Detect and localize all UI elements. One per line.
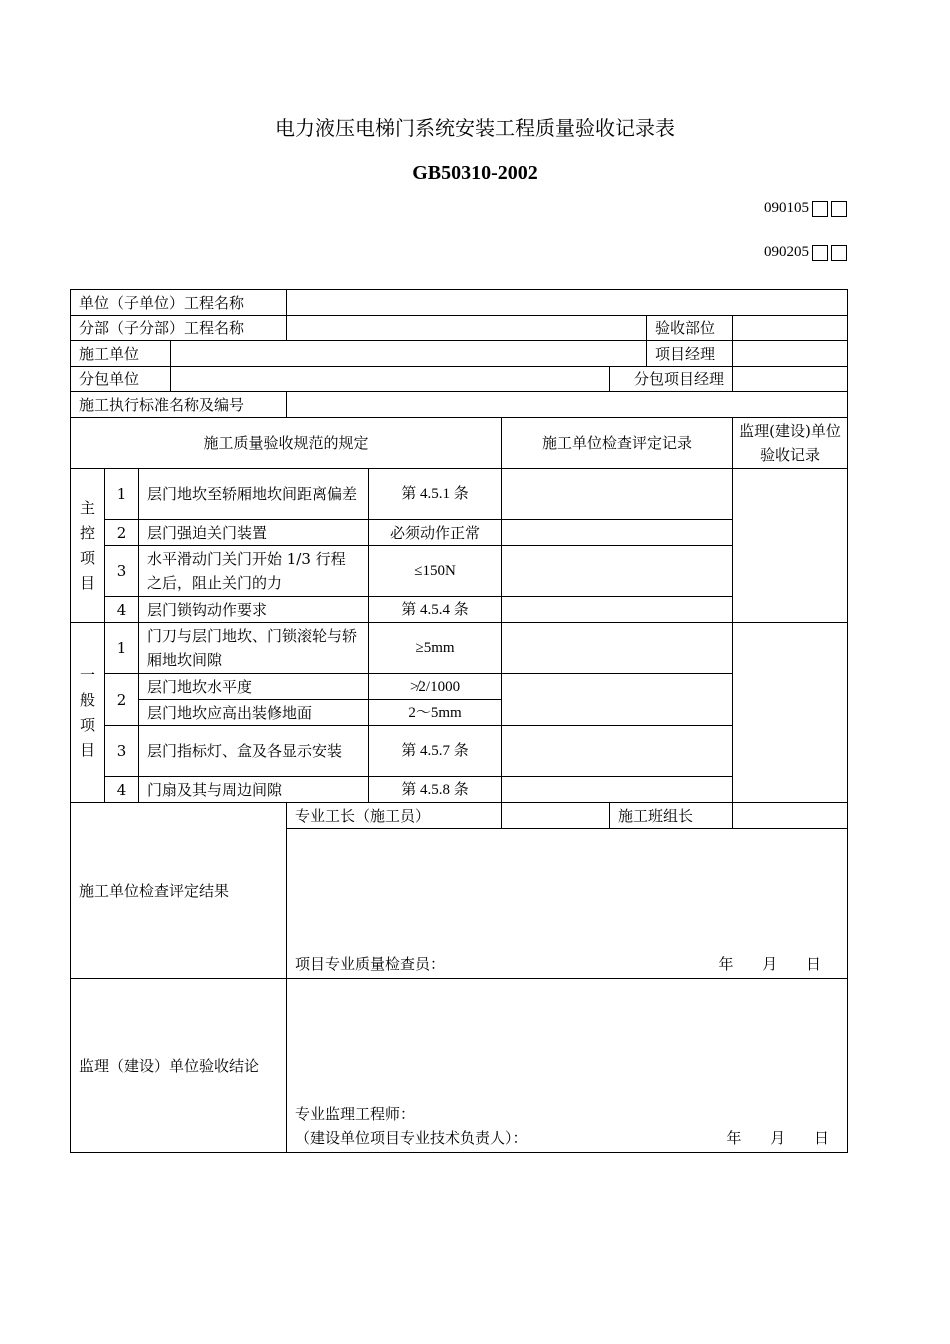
code-box[interactable] (812, 245, 828, 261)
label-engineer: 专业监理工程师： (295, 1105, 416, 1123)
general-item-row (71, 777, 848, 803)
label-team-leader: 施工班组长 (610, 803, 733, 829)
row-column-headers (71, 418, 848, 469)
item-record[interactable] (502, 726, 733, 777)
field-foreman[interactable] (502, 803, 610, 829)
result-header-row (71, 803, 848, 829)
main-supervision-record[interactable] (733, 469, 848, 623)
item-desc: 门扇及其与周边间隙 (139, 777, 369, 803)
acceptance-form-table (70, 289, 848, 1153)
item-record[interactable] (502, 469, 733, 520)
main-item-row (71, 546, 848, 597)
item-record[interactable] (502, 597, 733, 623)
item-no: 2 (105, 674, 139, 726)
item-spec: 第 4.5.4 条 (369, 597, 502, 623)
main-group-label (71, 469, 105, 623)
conclusion-month: 月 (770, 1129, 786, 1147)
item-desc: 层门地坎应高出装修地面 (139, 700, 369, 726)
item-desc: 层门地坎水平度 (139, 674, 369, 700)
item-spec: 第 4.5.1 条 (369, 469, 502, 520)
row-construction-unit (71, 341, 848, 367)
main-group-label-text: 主控项目 (79, 498, 95, 592)
item-spec: 必须动作正常 (369, 520, 502, 546)
general-group-label-text: 一般项目 (79, 665, 95, 759)
general-item-row (71, 726, 848, 777)
code-box[interactable] (831, 201, 847, 217)
form-code-2 (764, 244, 847, 261)
header-supervision: 监理(建设)单位验收记录 (733, 418, 848, 469)
row-unit-project (71, 290, 848, 316)
label-unit-project: 单位（子单位）工程名称 (71, 290, 287, 316)
label-subcontract-unit: 分包单位 (71, 367, 171, 392)
label-project-manager: 项目经理 (647, 341, 733, 367)
label-inspector: 项目专业质量检查员： (295, 955, 446, 973)
main-item-row (71, 469, 848, 520)
item-record[interactable] (502, 777, 733, 803)
row-subcontract-unit (71, 367, 848, 392)
item-spec: ≯2/1000 (369, 674, 502, 700)
label-foreman: 专业工长（施工员） (287, 803, 502, 829)
field-construction-unit[interactable] (171, 341, 647, 367)
form-code-2-text: 090205 (764, 244, 809, 260)
conclusion-row (71, 979, 848, 1153)
item-spec: ≥5mm (369, 623, 502, 674)
field-unit-project[interactable] (287, 290, 848, 316)
conclusion-sign-area[interactable] (287, 979, 848, 1153)
item-no: 2 (105, 520, 139, 546)
label-sub-project: 分部（子分部）工程名称 (71, 316, 287, 341)
code-box[interactable] (812, 201, 828, 217)
item-no: 4 (105, 777, 139, 803)
item-spec: 2～5mm (369, 700, 502, 726)
result-year: 年 (718, 955, 734, 973)
item-desc: 层门锁钩动作要求 (139, 597, 369, 623)
item-record[interactable] (502, 546, 733, 597)
item-spec: 第 4.5.8 条 (369, 777, 502, 803)
item-record[interactable] (502, 520, 733, 546)
item-desc: 水平滑动门关门开始 1/3 行程之后，阻止关门的力 (139, 546, 369, 597)
label-acceptance-part: 验收部位 (647, 316, 733, 341)
field-subcontract-unit[interactable] (171, 367, 610, 392)
header-check-record: 施工单位检查评定记录 (502, 418, 733, 469)
result-month: 月 (762, 955, 778, 973)
general-supervision-record[interactable] (733, 623, 848, 803)
field-standard-name[interactable] (287, 392, 848, 418)
label-subcontract-manager: 分包项目经理 (610, 367, 733, 392)
result-day: 日 (806, 955, 822, 973)
form-code-1 (764, 200, 847, 217)
general-item-row (71, 623, 848, 674)
label-construction-unit: 施工单位 (71, 341, 171, 367)
standard-code: GB50310-2002 (412, 162, 538, 184)
conclusion-day: 日 (814, 1129, 830, 1147)
item-desc: 门刀与层门地坎、门锁滚轮与轿厢地坎间隙 (139, 623, 369, 674)
field-team-leader[interactable] (733, 803, 848, 829)
label-standard-name: 施工执行标准名称及编号 (71, 392, 287, 418)
field-subcontract-manager[interactable] (733, 367, 848, 392)
code-box[interactable] (831, 245, 847, 261)
result-sign-area[interactable] (287, 829, 848, 979)
item-record[interactable] (502, 674, 733, 726)
item-no: 3 (105, 546, 139, 597)
main-item-row (71, 597, 848, 623)
item-record[interactable] (502, 623, 733, 674)
row-sub-project (71, 316, 848, 341)
item-desc: 层门指标灯、盒及各显示安装 (139, 726, 369, 777)
field-sub-project[interactable] (287, 316, 647, 341)
item-no: 1 (105, 623, 139, 674)
field-project-manager[interactable] (733, 341, 848, 367)
item-no: 1 (105, 469, 139, 520)
item-no: 3 (105, 726, 139, 777)
conclusion-label: 监理（建设）单位验收结论 (71, 979, 287, 1153)
general-group-label (71, 623, 105, 803)
item-spec: ≤150N (369, 546, 502, 597)
item-no: 4 (105, 597, 139, 623)
page-title: 电力液压电梯门系统安装工程质量验收记录表 (275, 116, 675, 140)
main-item-row (71, 520, 848, 546)
result-label: 施工单位检查评定结果 (71, 803, 287, 979)
item-spec: 第 4.5.7 条 (369, 726, 502, 777)
form-code-1-text: 090105 (764, 200, 809, 216)
conclusion-year: 年 (726, 1129, 742, 1147)
row-standard-name (71, 392, 848, 418)
item-desc: 层门地坎至轿厢地坎间距离偏差 (139, 469, 369, 520)
item-desc: 层门强迫关门装置 (139, 520, 369, 546)
header-spec: 施工质量验收规范的规定 (71, 418, 502, 469)
general-item-row (71, 674, 848, 700)
field-acceptance-part[interactable] (733, 316, 848, 341)
label-owner-rep: （建设单位项目专业技术负责人）： (295, 1129, 528, 1147)
